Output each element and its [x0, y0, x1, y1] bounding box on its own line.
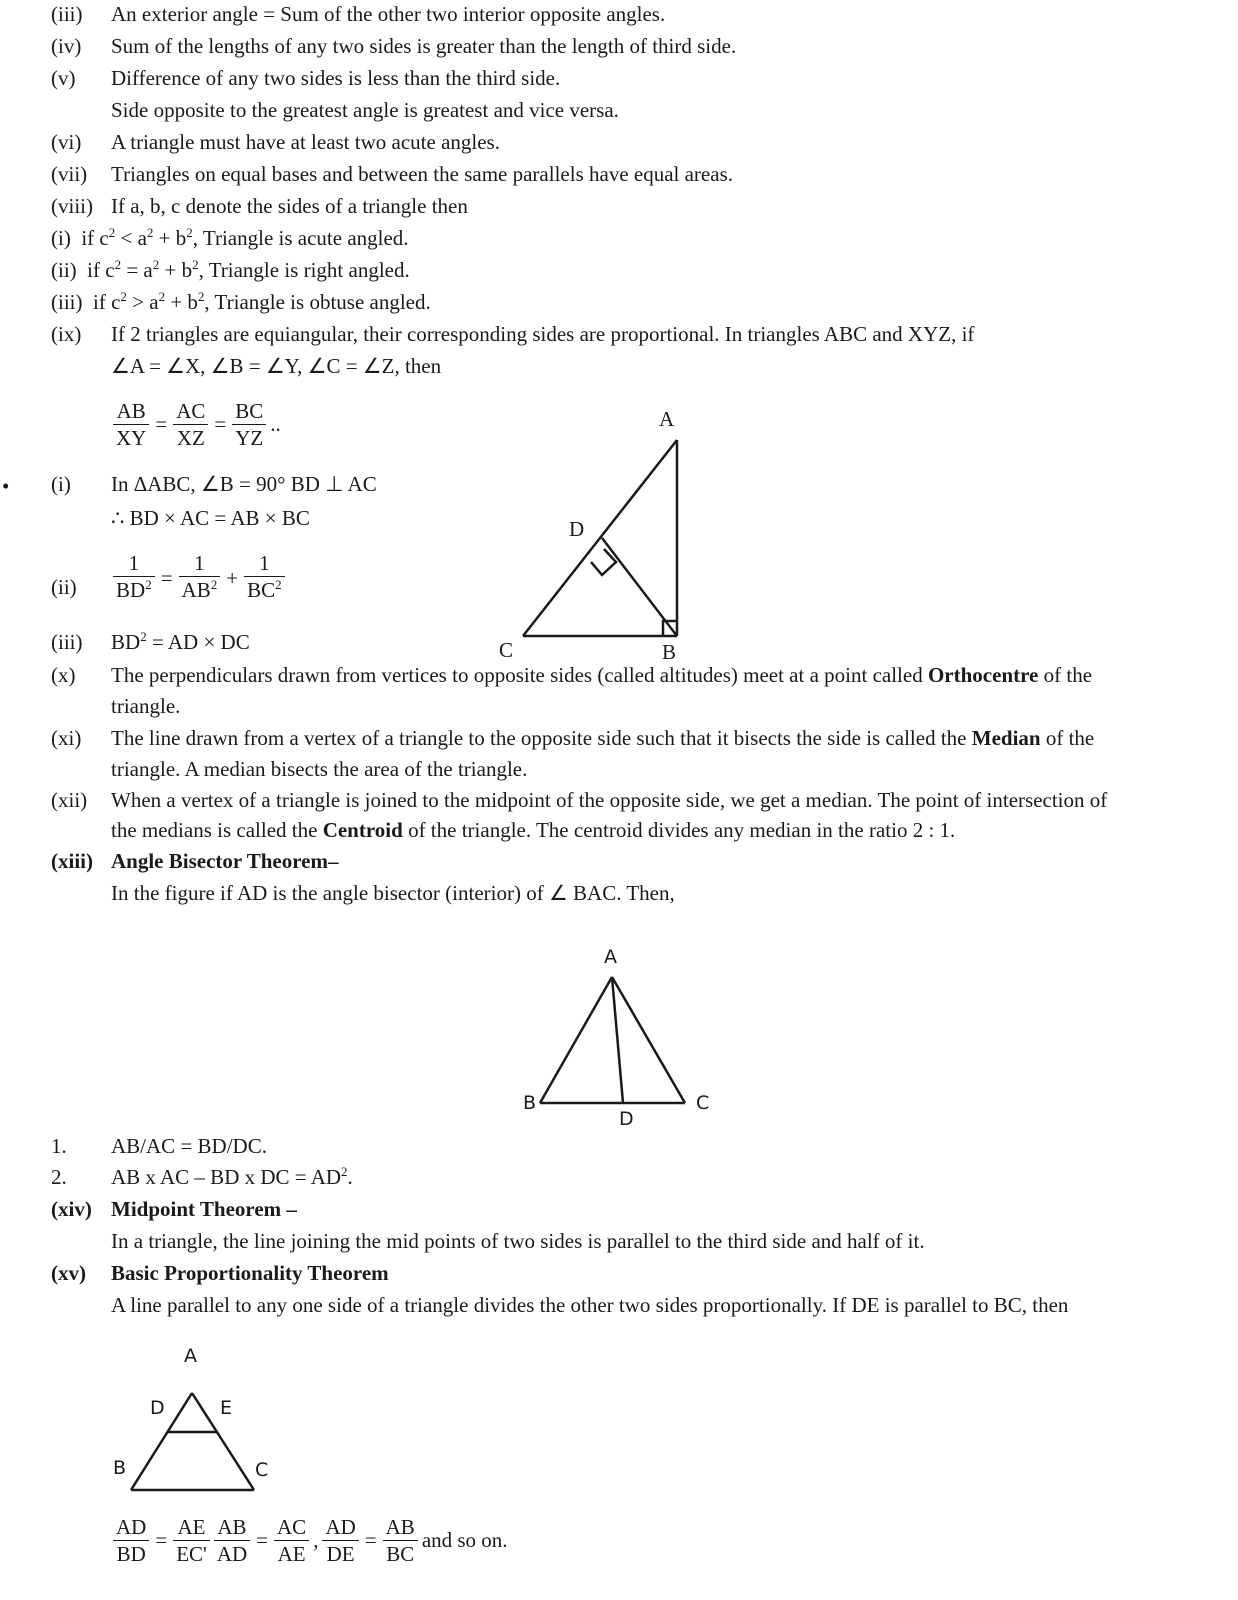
text: . [347, 1165, 353, 1189]
item-number: (xiii) [51, 849, 93, 873]
text: the medians is called the [111, 818, 323, 842]
text: of the [1038, 663, 1093, 687]
numerator: AC [173, 398, 208, 425]
item-text: When a vertex of a triangle is joined to the midpoint of the opposite side, we get a median. The point of intersection of [111, 788, 1108, 812]
text: The line drawn from a vertex of a triangle to the opposite side such that it bisects the side is called the [111, 726, 972, 750]
vertex-label-d: D [150, 1397, 165, 1419]
trailing-text: and so on. [421, 1528, 508, 1552]
condition-number: (i) [51, 226, 71, 250]
denominator: AD [216, 1542, 248, 1566]
item-number: (xiv) [51, 1197, 92, 1221]
denominator: BD [116, 1542, 146, 1566]
fraction [322, 1514, 358, 1567]
equals-sign: = [160, 565, 173, 590]
item-text: In the figure if AD is the angle bisector (interior) of ∠ BAC. Then, [111, 881, 675, 905]
text: of the [1040, 726, 1095, 750]
superscript: 2 [197, 289, 205, 304]
superscript: 2 [210, 577, 218, 592]
numerator: AB [383, 1514, 418, 1541]
superscript: 2 [275, 577, 282, 592]
denominator-text: AB [181, 578, 211, 602]
superscript: 2 [145, 577, 152, 592]
item-number: (v) [51, 66, 76, 90]
superscript: 2 [140, 629, 147, 644]
numerator: BC [232, 398, 266, 425]
fraction [173, 1514, 210, 1567]
text: The perpendiculars drawn from vertices to opposite sides (called altitudes) meet at a point called [111, 663, 928, 687]
item-number: (viii) [51, 194, 93, 218]
item-number: (iii) [51, 630, 83, 654]
comma: , [313, 1528, 319, 1552]
numerator: AE [173, 1514, 210, 1541]
fraction [383, 1514, 418, 1567]
numerator: AD [322, 1514, 358, 1541]
item-text: Sum of the lengths of any two sides is greater than the length of third side. [111, 34, 737, 58]
term-orthocentre: Orthocentre [927, 663, 1039, 687]
numerator: 1 [244, 550, 285, 577]
item-text: If a, b, c denote the sides of a triangle then [111, 194, 468, 218]
condition-text: , Triangle is obtuse angled. [204, 290, 431, 314]
denominator-text: BC [247, 578, 276, 602]
item-text-continuation: ∠A = ∠X, ∠B = ∠Y, ∠C = ∠Z, then [111, 354, 442, 378]
denominator: EC' [176, 1542, 207, 1566]
vertex-label-b: B [662, 640, 677, 664]
item-text-continuation: Side opposite to the greatest angle is greatest and vice versa. [111, 98, 619, 122]
result-number: 1. [51, 1134, 67, 1158]
item-number: (xii) [51, 788, 88, 812]
vertex-label-c: C [696, 1092, 710, 1114]
superscript: 2 [341, 1164, 348, 1179]
item-text: An exterior angle = Sum of the other two interior opposite angles. [111, 2, 666, 26]
condition-text: = a [121, 258, 153, 282]
item-text-continuation: triangle. [111, 694, 181, 718]
condition-text: + b [153, 226, 187, 250]
item-number: (iv) [51, 34, 82, 58]
trailing-dots: .. [270, 412, 281, 436]
item-number: (x) [51, 663, 76, 687]
fraction [274, 1514, 309, 1567]
equals-sign: = [256, 1528, 268, 1552]
condition-text: if c [87, 258, 115, 282]
condition-text: , Triangle is right angled. [198, 258, 410, 282]
superscript: 2 [114, 257, 122, 272]
equals-sign: = [364, 1528, 377, 1552]
vertex-label-c: C [255, 1459, 269, 1481]
item-text: Difference of any two sides is less than the third side. [111, 66, 561, 90]
item-number: (xv) [51, 1261, 86, 1285]
item-text: If 2 triangles are equiangular, their corresponding sides are proportional. In triangles ABC and XYZ, if [111, 322, 975, 346]
item-number: (xi) [51, 726, 82, 750]
vertex-label-b: B [113, 1457, 127, 1479]
superscript: 2 [108, 225, 116, 240]
section-title: Midpoint Theorem – [111, 1197, 297, 1221]
condition-text: < a [115, 226, 147, 250]
vertex-label-e: E [220, 1397, 233, 1419]
vertex-label-c: C [499, 638, 514, 662]
text: AB x AC – BD x DC = AD [111, 1165, 342, 1189]
term: BD [111, 630, 141, 654]
vertex-label-a: A [184, 1345, 197, 1367]
bullet-icon: • [2, 474, 10, 498]
fraction [113, 1514, 149, 1567]
vertex-label-a: A [659, 407, 675, 431]
equals-sign: = [214, 412, 227, 436]
result-number: 2. [51, 1165, 67, 1189]
condition-text: if c [93, 290, 121, 314]
item-text: A triangle must have at least two acute angles. [111, 130, 500, 154]
vertex-label-b: B [523, 1092, 537, 1114]
superscript: 2 [192, 257, 199, 272]
numerator: 1 [179, 550, 221, 577]
equals-sign: = [155, 412, 168, 436]
condition-number: (iii) [51, 290, 83, 314]
term-centroid: Centroid [322, 818, 403, 842]
superscript: 2 [120, 289, 127, 304]
text: of the triangle. The centroid divides any median in the ratio 2 : 1. [402, 818, 956, 842]
item-number: (ii) [51, 575, 77, 599]
vertex-label-a: A [604, 946, 617, 968]
numerator: AC [274, 1514, 309, 1541]
item-text: In ΔABC, ∠B = 90° BD ⊥ AC [111, 472, 377, 496]
result-text: AB/AC = BD/DC. [111, 1134, 267, 1158]
denominator: YZ [235, 426, 264, 450]
denominator: AE [277, 1542, 306, 1566]
item-number: (vii) [51, 162, 88, 186]
numerator: AB [113, 398, 149, 425]
equals-sign: = [155, 1528, 168, 1552]
plus-sign: + [226, 565, 239, 590]
condition-text: , Triangle is acute angled. [192, 226, 409, 250]
item-number: (i) [51, 472, 71, 496]
condition-text: + b [159, 258, 193, 282]
superscript: 2 [186, 225, 193, 240]
numerator: 1 [113, 550, 155, 577]
numerator: AB [214, 1514, 250, 1541]
vertex-label-d: D [619, 1108, 634, 1130]
denominator: XZ [176, 426, 205, 450]
term: = AD × DC [146, 630, 250, 654]
denominator: DE [326, 1542, 355, 1566]
vertex-label-d: D [569, 517, 585, 541]
denominator-text: BD [116, 578, 146, 602]
item-text-continuation: triangle. A median bisects the area of the triangle. [111, 757, 528, 781]
numerator: AD [113, 1514, 149, 1541]
condition-text: if c [81, 226, 109, 250]
denominator: XY [116, 426, 147, 450]
item-text: In a triangle, the line joining the mid points of two sides is parallel to the third side and half of it. [111, 1229, 925, 1253]
proportionality-equation [113, 1514, 508, 1567]
fraction [214, 1514, 250, 1567]
superscript: 2 [152, 257, 160, 272]
item-text: ∴ BD × AC = AB × BC [111, 506, 310, 530]
condition-text: > a [126, 290, 159, 314]
denominator: BC [386, 1542, 415, 1566]
section-title: Basic Proportionality Theorem [111, 1261, 389, 1285]
superscript: 2 [146, 225, 154, 240]
superscript: 2 [158, 289, 166, 304]
item-text: Triangles on equal bases and between the same parallels have equal areas. [111, 162, 733, 186]
section-title: Angle Bisector Theorem– [111, 849, 339, 873]
condition-text: + b [165, 290, 198, 314]
item-number: (iii) [51, 2, 83, 26]
condition-number: (ii) [51, 258, 77, 282]
item-number: (vi) [51, 130, 82, 154]
item-text: A line parallel to any one side of a triangle divides the other two sides proportionally. If DE is parallel to BC, then [111, 1293, 1069, 1317]
item-number: (ix) [51, 322, 82, 346]
term-median: Median [971, 726, 1041, 750]
